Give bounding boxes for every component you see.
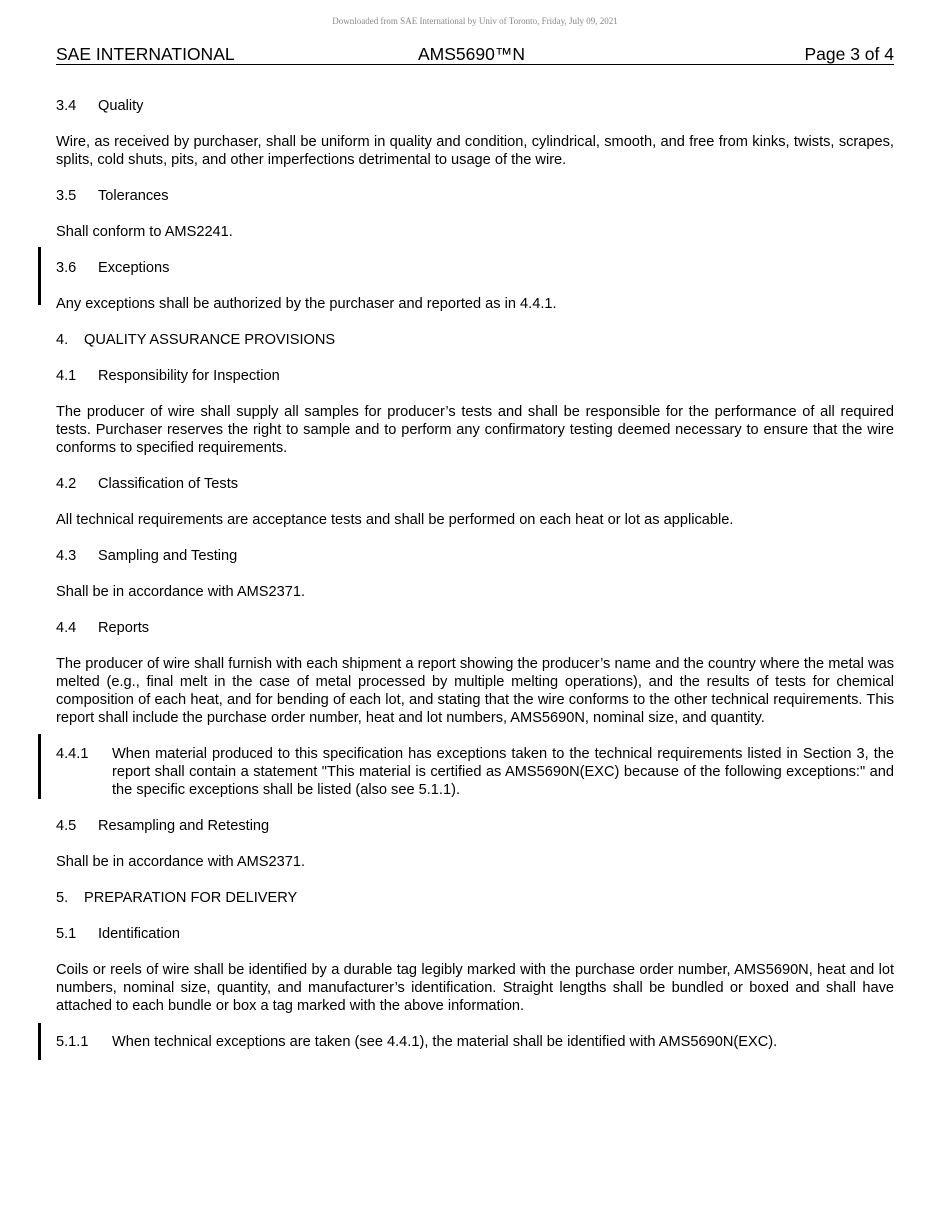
section-5-1-heading <box>56 925 894 943</box>
section-4-4-1-text: When material produced to this specification has exceptions taken to the technical requirements listed in Section 3, the report shall contain a statement "This material is certified as AMS5690N(EXC) because of the following exceptions:" and the specific exceptions shall be listed (also see 5.1.1). <box>112 746 894 798</box>
section-title: Quality <box>98 98 144 114</box>
section-number: 5.1.1 <box>56 1034 89 1050</box>
section-4-heading <box>56 331 894 349</box>
section-number: 5.1 <box>56 926 77 942</box>
section-number: 3.4 <box>56 98 77 114</box>
section-number: 4. <box>56 332 69 348</box>
document-body <box>56 97 894 1069</box>
section-3-4-text: Wire, as received by purchaser, shall be uniform in quality and condition, cylindrical, smooth, and free from kinks, twists, scrapes, splits, cold shuts, pits, and other imperfections detrimental to usage of the wire. <box>56 134 894 168</box>
section-4-1-heading <box>56 367 894 385</box>
section-5-1-text: Coils or reels of wire shall be identified by a durable tag legibly marked with the purchase order number, AMS5690N, heat and lot numbers, nominal size, quantity, and manufacturer’s identification. Straight lengths shall be bundled or boxed and shall have attached to each bundle or box a tag marked with the above information. <box>56 962 894 1014</box>
section-title: QUALITY ASSURANCE PROVISIONS <box>84 332 336 348</box>
page-header <box>56 44 894 65</box>
section-4-2-heading <box>56 475 894 493</box>
header-organization: SAE INTERNATIONAL <box>56 44 235 64</box>
section-title: Resampling and Retesting <box>98 818 270 834</box>
section-title: Exceptions <box>98 260 170 276</box>
section-3-5-text: Shall conform to AMS2241. <box>56 224 233 240</box>
section-5-heading <box>56 889 894 907</box>
section-4-5-heading <box>56 817 894 835</box>
section-3-4-heading <box>56 97 894 115</box>
download-notice: Downloaded from SAE International by Univ of Toronto, Friday, July 09, 2021 <box>332 16 618 26</box>
section-3-5-heading <box>56 187 894 205</box>
section-4-4-1 <box>56 745 894 799</box>
section-number: 4.5 <box>56 818 77 834</box>
section-4-1-text: The producer of wire shall supply all samples for producer’s tests and shall be responsible for the performance of all required tests. Purchaser reserves the right to sample and to perform any confirmatory testing deemed necessary to ensure that the wire conforms to specified requirements. <box>56 404 894 456</box>
section-number: 5. <box>56 890 69 906</box>
section-title: Sampling and Testing <box>98 548 238 564</box>
section-title: Tolerances <box>98 188 169 204</box>
revision-change-bar <box>38 734 41 799</box>
section-number: 4.3 <box>56 548 77 564</box>
section-5-1-1 <box>56 1033 894 1051</box>
section-title: Classification of Tests <box>98 476 239 492</box>
section-title: Responsibility for Inspection <box>98 368 280 384</box>
section-title: PREPARATION FOR DELIVERY <box>84 890 298 906</box>
section-4-4-heading <box>56 619 894 637</box>
section-4-3-heading <box>56 547 894 565</box>
section-4-3-text: Shall be in accordance with AMS2371. <box>56 584 306 600</box>
header-page-number: Page 3 of 4 <box>804 44 894 64</box>
revision-change-bar <box>38 1023 41 1060</box>
section-3-6-heading <box>56 259 894 277</box>
section-number: 4.4 <box>56 620 77 636</box>
header-document-number: AMS5690™N <box>418 44 525 64</box>
section-number: 4.1 <box>56 368 77 384</box>
section-number: 3.5 <box>56 188 77 204</box>
section-number: 4.4.1 <box>56 746 89 762</box>
section-number: 4.2 <box>56 476 77 492</box>
section-4-5-text: Shall be in accordance with AMS2371. <box>56 854 306 870</box>
section-5-1-1-text: When technical exceptions are taken (see 4.4.1), the material shall be identified with AMS5690N(EXC). <box>112 1034 778 1050</box>
section-number: 3.6 <box>56 260 77 276</box>
revision-change-bar <box>38 247 41 305</box>
section-4-2-text: All technical requirements are acceptance tests and shall be performed on each heat or lot as applicable. <box>56 512 734 528</box>
section-title: Reports <box>98 620 150 636</box>
section-4-4-text: The producer of wire shall furnish with each shipment a report showing the producer’s name and the country where the metal was melted (e.g., final melt in the case of metal processed by multiple melting operations), and the results of tests for chemical composition of each heat, and for bending of each lot, and stating that the wire conforms to the other technical requirements. This report shall include the purchase order number, heat and lot numbers, AMS5690N, nominal size, and quantity. <box>56 656 894 726</box>
section-3-6-text: Any exceptions shall be authorized by the purchaser and reported as in 4.4.1. <box>56 296 557 312</box>
section-title: Identification <box>98 926 180 942</box>
